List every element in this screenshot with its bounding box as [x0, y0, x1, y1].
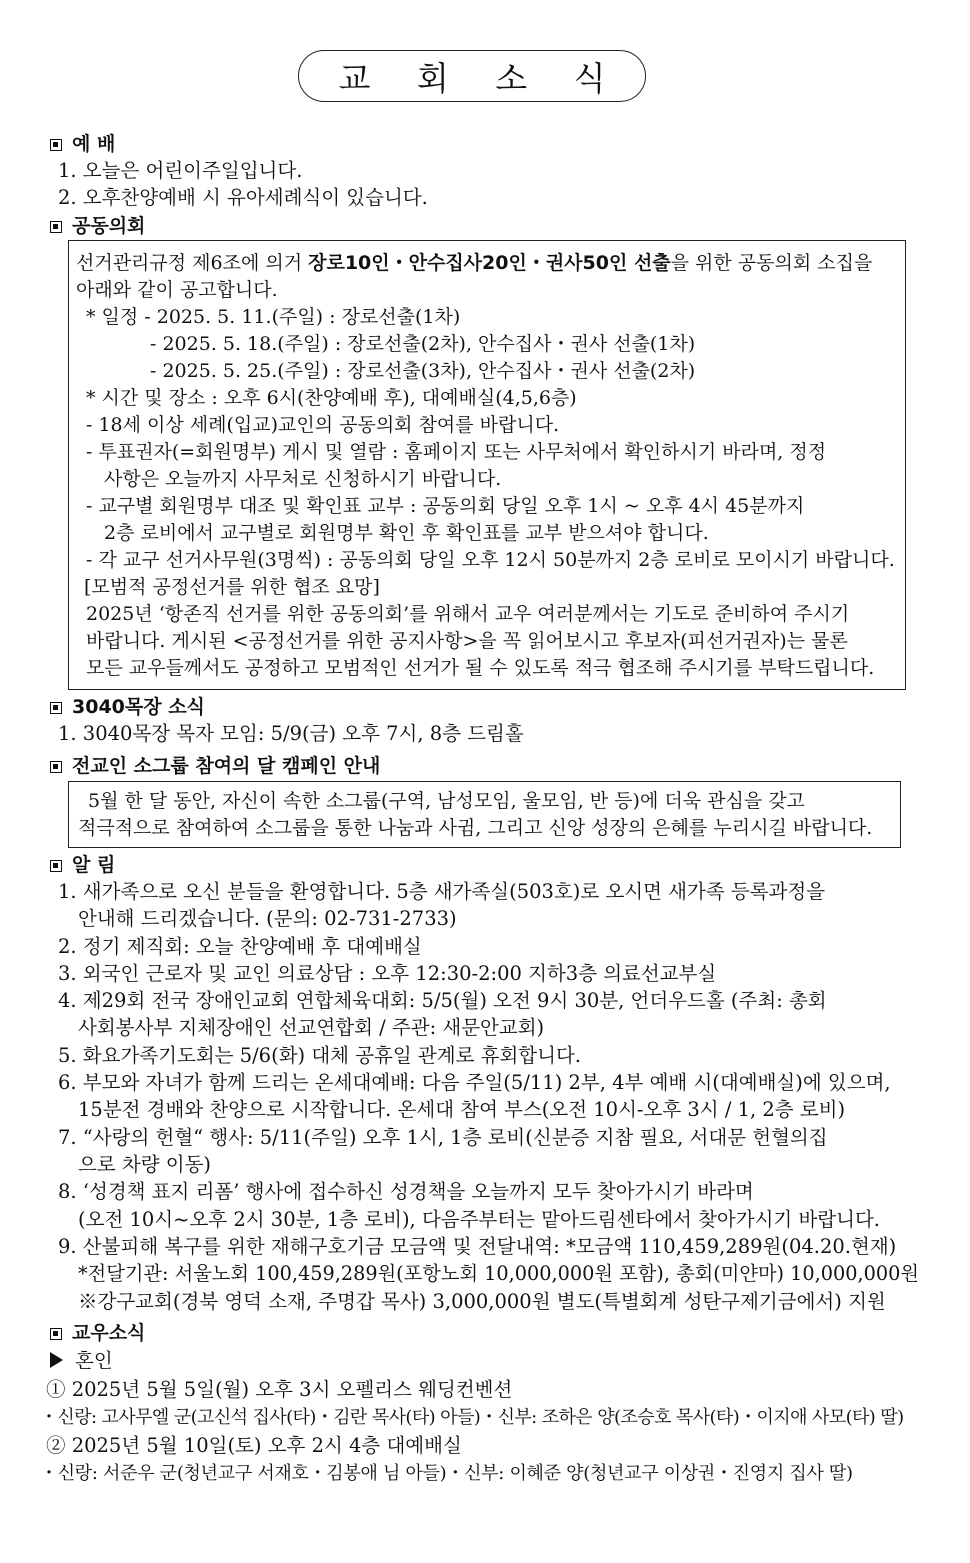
worship-item: 2. 오후찬양예배 시 유아세례식이 있습니다.	[58, 186, 428, 209]
assembly-intro-2: 아래와 같이 공고합니다.	[76, 279, 278, 301]
square-bullet-icon	[50, 221, 62, 233]
square-bullet-icon	[50, 139, 62, 151]
section-heading-notices: 알 림	[50, 852, 115, 878]
section-heading-3040: 3040목장 소식	[50, 694, 205, 720]
roll-line: - 투표권자(=회원명부) 게시 및 열람 : 홈페이지 또는 사무처에서 확인하시기 바라며, 정정	[86, 441, 827, 463]
notice-line: 1. 새가족으로 오신 분들을 환영합니다. 5층 새가족실(503호)로 오시면 새가족 등록과정을	[58, 880, 826, 903]
request-heading: [모범적 공정선거를 위한 협조 요망]	[84, 576, 380, 598]
section-heading-campaign: 전교인 소그룹 참여의 달 캠페인 안내	[50, 753, 380, 779]
schedule-line: - 2025. 5. 25.(주일) : 장로선출(3차), 안수집사・권사 선출(2차)	[150, 360, 696, 382]
notice-line: 4. 제29회 전국 장애인교회 연합체육대회: 5/5(월) 오전 9시 30분, 언더우드홀 (주최: 총회	[58, 989, 827, 1012]
notice-line: 7. “사랑의 헌혈“ 행사: 5/11(주일) 오후 1시, 1층 로비(신분증 지참 필요, 서대문 헌혈의집	[58, 1126, 828, 1149]
section-heading-members: 교우소식	[50, 1320, 145, 1346]
notice-line: 6. 부모와 자녀가 함께 드리는 온세대예배: 다음 주일(5/11) 2부, 4부 예배 시(대예배실)에 있으며,	[58, 1071, 891, 1094]
square-bullet-icon	[50, 702, 62, 714]
assembly-intro: 선거관리규정 제6조에 의거 장로10인・안수집사20인・권사50인 선출을 위한 공동의회 소집을	[76, 252, 873, 274]
notice-line: (오전 10시~오후 2시 30분, 1층 로비), 다음주부터는 맡아드림센타에서 찾아가시기 바랍니다.	[78, 1208, 880, 1231]
notice-line: 안내해 드리겠습니다. (문의: 02-731-2733)	[78, 907, 457, 930]
section-heading-assembly: 공동의회	[50, 213, 145, 239]
notice-line: 15분전 경배와 찬양으로 시작합니다. 온세대 참여 부스(오전 10시-오후 3시 / 1, 2층 로비)	[78, 1098, 846, 1121]
notice-line: 8. ‘성경책 표지 리폼’ 행사에 접수하신 성경책을 오늘까지 모두 찾아가시기 바라며	[58, 1180, 754, 1203]
schedule-line: - 2025. 5. 18.(주일) : 장로선출(2차), 안수집사・권사 선출(1차)	[150, 333, 696, 355]
wedding-line: ① 2025년 5월 5일(월) 오후 3시 오펠리스 웨딩컨벤션	[46, 1378, 513, 1401]
wedding-subheading: 혼인	[50, 1348, 113, 1374]
schedule-line: * 일정 - 2025. 5. 11.(주일) : 장로선출(1차)	[86, 306, 461, 328]
wedding-line: ② 2025년 5월 10일(토) 오후 2시 4층 대예배실	[46, 1434, 462, 1457]
notice-line: 으로 차량 이동)	[78, 1153, 212, 1176]
notice-line: 사회봉사부 지체장애인 선교연합회 / 주관: 새문안교회)	[78, 1016, 545, 1039]
square-bullet-icon	[50, 1328, 62, 1340]
worship-item: 1. 오늘은 어린이주일입니다.	[58, 159, 303, 182]
campaign-line: 5월 한 달 동안, 자신이 속한 소그룹(구역, 남성모임, 울모임, 반 등)에 더욱 관심을 갖고	[88, 790, 805, 812]
age-line: - 18세 이상 세례(입교)교인의 공동의회 참여를 바랍니다.	[86, 414, 560, 436]
notice-line: 5. 화요가족기도회는 5/6(화) 대체 공휴일 관계로 휴회합니다.	[58, 1044, 582, 1067]
staff-line: - 각 교구 선거사무원(3명씩) : 공동의회 당일 오후 12시 50분까지 2층 로비로 모이시기 바랍니다.	[86, 549, 895, 571]
check-line: 2층 로비에서 교구별로 회원명부 확인 후 확인표를 교부 받으셔야 합니다.	[104, 522, 709, 544]
triangle-bullet-icon	[50, 1352, 63, 1368]
3040-item: 1. 3040목장 목자 모임: 5/9(금) 오후 7시, 8층 드림홀	[58, 722, 524, 745]
campaign-line: 적극적으로 참여하여 소그룹을 통한 나눔과 사귐, 그리고 신앙 성장의 은혜를 누리시길 바랍니다.	[78, 817, 873, 839]
request-line: 2025년 ‘항존직 선거를 위한 공동의회’를 위해서 교우 여러분께서는 기도로 준비하여 주시기	[86, 603, 850, 625]
notice-line: 2. 정기 제직회: 오늘 찬양예배 후 대예배실	[58, 935, 422, 958]
square-bullet-icon	[50, 860, 62, 872]
request-line: 모든 교우들께서도 공정하고 모범적인 선거가 될 수 있도록 적극 협조해 주시기를 부탁드립니다.	[86, 657, 875, 679]
notice-line: 9. 산불피해 복구를 위한 재해구호기금 모금액 및 전달내역: *모금액 110,459,289원(04.20.현재)	[58, 1235, 897, 1258]
time-place-line: * 시간 및 장소 : 오후 6시(찬양예배 후), 대예배실(4,5,6층)	[86, 387, 577, 409]
notice-line: ※강구교회(경북 영덕 소재, 주명갑 목사) 3,000,000원 별도(특별회계 성탄구제기금에서) 지원	[78, 1290, 886, 1313]
title-box	[298, 50, 646, 102]
section-heading-worship: 예 배	[50, 131, 115, 157]
wedding-line: ・신랑: 서준우 군(청년교구 서재호・김봉애 님 아들)・신부: 이혜준 양(청년교구 이상권・진영지 집사 딸)	[40, 1463, 853, 1484]
roll-line: 사항은 오늘까지 사무처로 신청하시기 바랍니다.	[104, 468, 502, 490]
square-bullet-icon	[50, 761, 62, 773]
page-title: 교 회 소 식	[338, 58, 624, 98]
wedding-line: ・신랑: 고사무엘 군(고신석 집사(타)・김란 목사(타) 아들)・신부: 조하은 양(조승호 목사(타)・이지애 사모(타) 딸)	[40, 1407, 904, 1428]
request-line: 바랍니다. 게시된 <공정선거를 위한 공지사항>을 꼭 읽어보시고 후보자(피선거권자)는 물론	[86, 630, 848, 652]
check-line: - 교구별 회원명부 대조 및 확인표 교부 : 공동의회 당일 오후 1시 ~ 오후 4시 45분까지	[86, 495, 805, 517]
notice-line: *전달기관: 서울노회 100,459,289원(포항노회 10,000,000원 포함), 총회(미얀마) 10,000,000원	[78, 1262, 919, 1285]
notice-line: 3. 외국인 근로자 및 교인 의료상담 : 오후 12:30-2:00 지하3층 의료선교부실	[58, 962, 717, 985]
